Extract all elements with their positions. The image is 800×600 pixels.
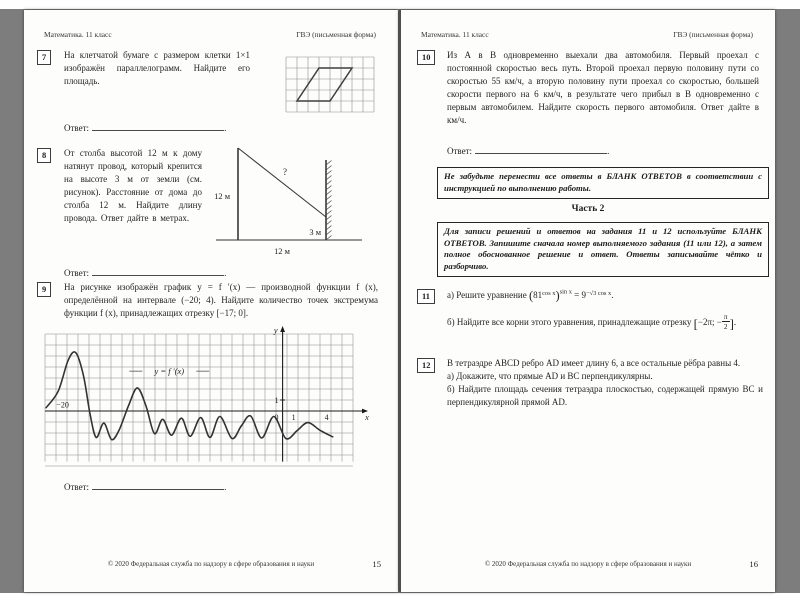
derivative-graph xyxy=(43,325,369,469)
answer-line-9: Ответ: . xyxy=(64,482,227,492)
problem-12-number: 12 xyxy=(417,358,435,373)
notice-transfer-answers: Не забудьте перенести все ответы в БЛАНК ОТВЕТОВ в соответствии с инструкцией по выполнению работы. xyxy=(437,167,769,199)
problem-12-text xyxy=(447,357,763,409)
pi-over-2-fraction: $\frac{\pi}{2}$ xyxy=(723,312,728,332)
wall-hatch xyxy=(326,161,332,241)
svg-text:y = f ′(x): y = f ′(x) xyxy=(154,366,185,377)
answer-label: Ответ: xyxy=(64,123,90,133)
page-footer xyxy=(401,560,775,568)
header-subject: Математика. 11 класс xyxy=(421,30,489,39)
interval-11b: [−2π; − $\frac{\pi}{2}$ ]. xyxy=(693,312,737,332)
svg-text:−20: −20 xyxy=(56,400,69,410)
answer-blank xyxy=(475,144,607,154)
problem-7-text: На клетчатой бумаге с размером клетки 1×1 изображён параллелограмм. Найдите его площадь. xyxy=(64,50,250,86)
problem-11-number: 11 xyxy=(417,289,435,304)
svg-text:1: 1 xyxy=(291,413,296,422)
copyright-text: © 2020 Федеральная служба по надзору в сфере образования и науки xyxy=(107,560,315,568)
page-number: 15 xyxy=(372,559,381,569)
page-header xyxy=(44,30,376,39)
svg-text:4: 4 xyxy=(324,413,329,422)
answer-label: Ответ: xyxy=(64,482,90,492)
problem-11-part-a: а) Решите уравнение $(81^{cos x})^{sin x} = 9^{-√3 cos x}$. xyxy=(447,288,614,303)
desk-background xyxy=(0,9,800,593)
page-15 xyxy=(24,10,398,592)
header-exam-form: ГВЭ (письменная форма) xyxy=(296,30,376,39)
problem-10-text: Из А в В одновременно выехали два автомобиля. Первый проехал с постоянной скоростью весь путь. Второй проехал первую половину пути со скоростью 55 км/ч, а вторую половину пути проехал со скоростью, большей скорости первого на 6 км/ч, в результате чего прибыл в В одновременно с первым автомобилем. Найдите скорость первого автомобиля. Ответ дайте в км/ч. xyxy=(447,50,759,125)
parallelogram-figure xyxy=(285,56,377,115)
svg-text:x: x xyxy=(365,412,369,422)
answer-line-8: Ответ: . xyxy=(64,268,227,278)
page-footer xyxy=(24,560,398,568)
part-2-title: Часть 2 xyxy=(571,204,605,214)
answer-blank xyxy=(92,266,224,276)
equation-11a: $(81^{cos x})^{sin x} = 9^{-√3 cos x}$. xyxy=(528,288,614,303)
svg-text:0: 0 xyxy=(274,413,279,422)
answer-blank xyxy=(92,480,224,490)
problem-12-intro: В тетраэдре ABCD ребро AD имеет длину 6, а все остальные рёбра равны 4. xyxy=(447,358,741,368)
problem-11-part-b: б) Найдите все корни этого уравнения, принадлежащие отрезку [−2π; − $\frac{\pi}{2}$ ]. xyxy=(447,312,737,332)
notice-part2-instructions: Для записи решений и ответов на задания 11 и 12 используйте БЛАНК ОТВЕТОВ. Запишите сначала номер выполняемого задания (11 или 12), а затем полное обоснованное решение и ответ. Ответы записывайте чётко и разборчиво. xyxy=(437,222,769,277)
problem-8-number: 8 xyxy=(37,148,51,163)
page-number: 16 xyxy=(749,559,758,569)
problem-12-part-b: б) Найдите площадь сечения тетраэдра плоскостью, содержащей прямую BC и перпендикулярной прямой AD. xyxy=(447,384,763,407)
header-subject: Математика. 11 класс xyxy=(44,30,112,39)
answer-label: Ответ: xyxy=(64,268,90,278)
ground-distance-label: 12 м xyxy=(274,247,290,256)
copyright-text: © 2020 Федеральная служба по надзору в сфере образования и науки xyxy=(484,560,692,568)
header-exam-form: ГВЭ (письменная форма) xyxy=(673,30,753,39)
problem-10-number: 10 xyxy=(417,50,435,65)
problem-12-part-a: а) Докажите, что прямые AD и BC перпендикулярны. xyxy=(447,371,653,381)
answer-line-7: Ответ: . xyxy=(64,123,227,133)
pole-wire-figure xyxy=(186,144,370,268)
page-header xyxy=(421,30,753,39)
wire-line xyxy=(238,148,326,217)
page-16 xyxy=(399,10,775,592)
problem-9-text: На рисунке изображён график y = f ′(x) — производной функции f (x), определённой на интервале (−20; 4). Найдите количество точек экстремума функции f (x), принадлежащих отрезку [−17; 0]. xyxy=(64,282,378,318)
svg-text:1: 1 xyxy=(274,396,279,405)
answer-blank xyxy=(92,121,224,131)
problem-8-text: От столба высотой 12 м к дому натянут провод, который крепится на высоте 3 м от земли (см. рисунок). Расстояние от дома до столба 12 м. Найдите длину провода. Ответ дайте в метрах. xyxy=(64,148,202,223)
svg-text:y: y xyxy=(273,325,278,335)
answer-label: Ответ: xyxy=(447,146,473,156)
problem-9-number: 9 xyxy=(37,282,51,297)
pole-height-label: 12 м xyxy=(214,192,230,201)
wall-height-label: 3 м xyxy=(309,228,321,237)
wire-question-label: ? xyxy=(283,167,287,177)
problem-7-number: 7 xyxy=(37,50,51,65)
answer-line-10: Ответ: . xyxy=(447,146,610,156)
